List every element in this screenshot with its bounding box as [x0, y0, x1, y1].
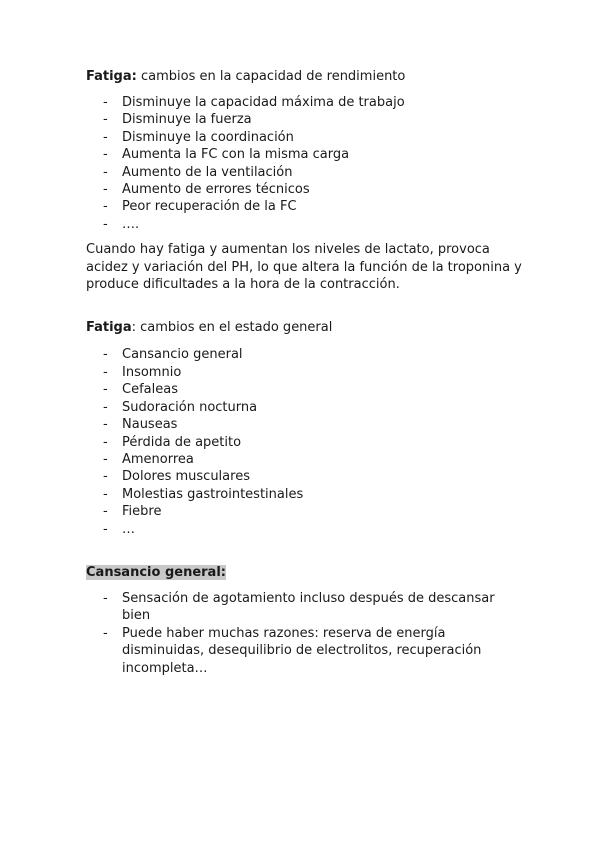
section1-paragraph: Cuando hay fatiga y aumentan los niveles de lactato, provoca acidez y variación del PH, lo que altera la función de la troponina y produce dificultades a la hora de la contracción.	[86, 242, 522, 293]
list-item	[86, 364, 526, 381]
list-item-text: Cansancio general	[122, 347, 243, 363]
bullet-dash: -	[103, 95, 108, 110]
bullet-dash: -	[103, 112, 108, 128]
list-item-text: Cefaleas	[122, 382, 178, 398]
section1-list	[86, 94, 526, 233]
bullet-dash: -	[103, 182, 108, 198]
list-item	[86, 590, 526, 625]
list-item-text: Sensación de agotamiento incluso después de descansar bien	[122, 590, 495, 624]
bullet-dash: -	[103, 347, 108, 363]
list-item	[86, 486, 526, 503]
list-item	[86, 399, 526, 416]
bullet-dash: -	[103, 382, 108, 398]
bullet-dash: -	[103, 417, 108, 433]
bullet-dash: -	[103, 486, 108, 502]
section1-heading	[86, 68, 526, 86]
section2-list	[86, 346, 526, 537]
bullet-dash: -	[103, 164, 108, 180]
bullet-dash: -	[103, 625, 108, 641]
section2-heading-bold: Fatiga	[86, 320, 132, 336]
bullet-dash: -	[103, 399, 108, 415]
list-item	[86, 451, 526, 468]
list-item	[86, 381, 526, 398]
list-item	[86, 346, 526, 363]
list-item-text: Fiebre	[122, 504, 162, 520]
bullet-dash: -	[103, 199, 108, 215]
section3-heading	[86, 564, 526, 582]
list-item-text: Pérdida de apetito	[122, 434, 242, 450]
bullet-dash: -	[103, 451, 108, 467]
list-item-text: …	[122, 521, 135, 537]
list-item	[86, 503, 526, 520]
list-item	[86, 521, 526, 538]
list-item	[86, 625, 526, 677]
list-item-text: Sudoración nocturna	[122, 399, 258, 415]
document-page	[86, 68, 526, 677]
section3-list	[86, 590, 526, 677]
bullet-dash: -	[103, 504, 108, 520]
section1-heading-bold: Fatiga:	[86, 69, 137, 84]
bullet-dash: -	[103, 469, 108, 485]
list-item	[86, 164, 526, 181]
bullet-dash: -	[103, 590, 108, 606]
list-item	[86, 434, 526, 451]
section1-heading-rest: cambios en la capacidad de rendimiento	[136, 69, 406, 84]
list-item	[86, 146, 526, 163]
list-item-text: Nauseas	[122, 417, 178, 433]
bullet-dash: -	[103, 521, 108, 537]
section3-heading-highlight: Cansancio general:	[86, 564, 226, 580]
list-item	[86, 94, 526, 111]
list-item-text: Disminuye la fuerza	[122, 112, 252, 128]
list-item	[86, 216, 526, 233]
list-item-text: Dolores musculares	[122, 469, 250, 485]
bullet-dash: -	[103, 434, 108, 450]
list-item-text: Amenorrea	[122, 451, 194, 467]
list-item-text: Aumenta la FC con la misma carga	[122, 147, 350, 163]
bullet-dash: -	[103, 364, 108, 380]
list-item	[86, 416, 526, 433]
list-item-text: Puede haber muchas razones: reserva de energía disminuidas, desequilibrio de electrolitos, recuperación incompleta…	[122, 625, 482, 676]
bullet-dash: -	[103, 129, 108, 145]
list-item-text: Peor recuperación de la FC	[122, 199, 297, 215]
section2-heading-rest: : cambios en el estado general	[131, 320, 333, 336]
list-item-text: Aumento de la ventilación	[122, 164, 293, 180]
bullet-dash: -	[103, 216, 108, 232]
list-item-text: Disminuye la capacidad máxima de trabajo	[122, 95, 405, 110]
bullet-dash: -	[103, 147, 108, 163]
list-item-text: ….	[122, 216, 140, 232]
list-item	[86, 129, 526, 146]
list-item-text: Aumento de errores técnicos	[122, 182, 310, 198]
list-item	[86, 468, 526, 485]
list-item-text: Insomnio	[122, 364, 182, 380]
list-item	[86, 111, 526, 128]
section2-heading	[86, 319, 526, 337]
list-item	[86, 181, 526, 198]
list-item	[86, 198, 526, 215]
list-item-text: Molestias gastrointestinales	[122, 486, 304, 502]
list-item-text: Disminuye la coordinación	[122, 129, 294, 145]
